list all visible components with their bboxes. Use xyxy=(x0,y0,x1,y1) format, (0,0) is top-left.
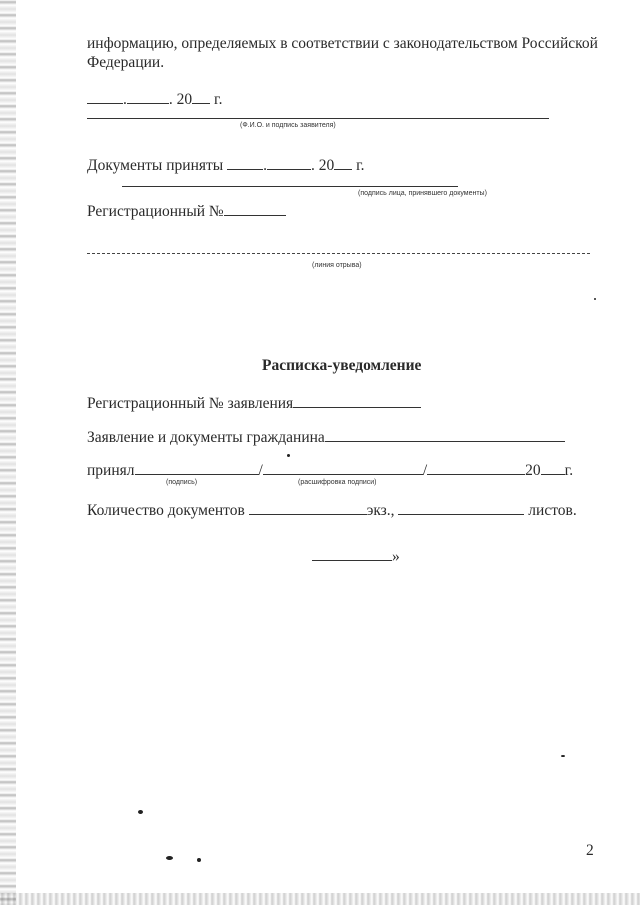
tear-line-caption: (линия отрыва) xyxy=(312,262,362,269)
scan-speck xyxy=(561,755,565,757)
receipt-closing-blank[interactable] xyxy=(312,546,392,561)
docs-accepted-label: Документы приняты xyxy=(87,157,224,174)
receipt-count-line xyxy=(87,500,577,520)
docs-accepted-caption: (подпись лица, принявшего документы) xyxy=(358,190,487,197)
receipt-slash-1: / xyxy=(258,462,263,479)
receipt-closing-quote: » xyxy=(392,548,400,565)
receipt-year-blank[interactable] xyxy=(541,460,565,475)
docs-year-prefix: 20 xyxy=(318,157,335,174)
paragraph-line-2: Федерации. xyxy=(87,54,165,71)
docs-year-blank[interactable] xyxy=(334,155,352,170)
docs-year-suffix: г. xyxy=(356,157,365,174)
receipt-title: Расписка-уведомление xyxy=(262,357,422,374)
applicant-signature-caption: (Ф.И.О. и подпись заявителя) xyxy=(240,122,336,129)
registration-blank[interactable] xyxy=(224,201,286,216)
applicant-date-line: . . 20 г. xyxy=(87,89,222,109)
receipt-docs-label: Заявление и документы гражданина xyxy=(87,429,325,446)
scan-edge-artifact xyxy=(0,0,16,905)
receipt-sheets-label: листов. xyxy=(528,502,577,519)
scan-speck xyxy=(166,856,173,860)
registration-line xyxy=(87,201,286,221)
year-suffix: г. xyxy=(214,91,223,108)
year-prefix: 20 xyxy=(176,91,193,108)
page-number: 2 xyxy=(586,842,594,859)
receipt-sheets-blank[interactable] xyxy=(398,500,524,515)
receipt-decoding-caption: (расшифровка подписи) xyxy=(298,479,377,486)
receipt-closing-line xyxy=(312,546,400,566)
receipt-slash-2: / xyxy=(422,462,428,479)
receipt-docs-blank[interactable] xyxy=(325,427,565,442)
paragraph-line-1: информацию, определяемых в соответствии с законодательством Российской xyxy=(87,35,598,52)
receipt-accepted-label: принял xyxy=(87,462,135,479)
receipt-signature-caption: (подпись) xyxy=(166,479,198,486)
scan-speck xyxy=(594,298,596,300)
receipt-count-label: Количество документов xyxy=(87,502,245,519)
receipt-signature-blank[interactable] xyxy=(135,460,259,475)
docs-day-blank[interactable] xyxy=(227,155,263,170)
receipt-year-suffix: г. xyxy=(564,462,574,479)
tear-line xyxy=(87,253,590,254)
registration-label: Регистрационный № xyxy=(87,203,224,220)
scan-speck xyxy=(197,858,201,862)
scan-speck xyxy=(287,454,290,457)
day-blank[interactable] xyxy=(87,89,123,104)
applicant-signature-line[interactable] xyxy=(87,118,549,119)
receipt-count-unit: экз., xyxy=(366,502,395,519)
receipt-decoding-blank[interactable] xyxy=(263,460,423,475)
year-blank[interactable] xyxy=(192,89,210,104)
docs-month-blank[interactable] xyxy=(267,155,311,170)
docs-accepted-line: Документы приняты . . 20 г. xyxy=(87,157,365,174)
scan-speck xyxy=(138,810,143,814)
receipt-date-blank[interactable] xyxy=(427,460,525,475)
receipt-docs-line xyxy=(87,427,565,447)
receipt-registration-blank[interactable] xyxy=(293,393,421,408)
receipt-accepted-line xyxy=(87,460,573,480)
scan-bottom-artifact xyxy=(0,893,640,905)
receipt-registration-label: Регистрационный № заявления xyxy=(87,395,294,412)
receipt-count-blank[interactable] xyxy=(249,500,367,515)
docs-accepted-signature-line[interactable] xyxy=(122,186,458,187)
receipt-year-prefix: 20 xyxy=(525,462,541,479)
receipt-registration-line xyxy=(87,393,421,413)
month-blank[interactable] xyxy=(127,89,169,104)
